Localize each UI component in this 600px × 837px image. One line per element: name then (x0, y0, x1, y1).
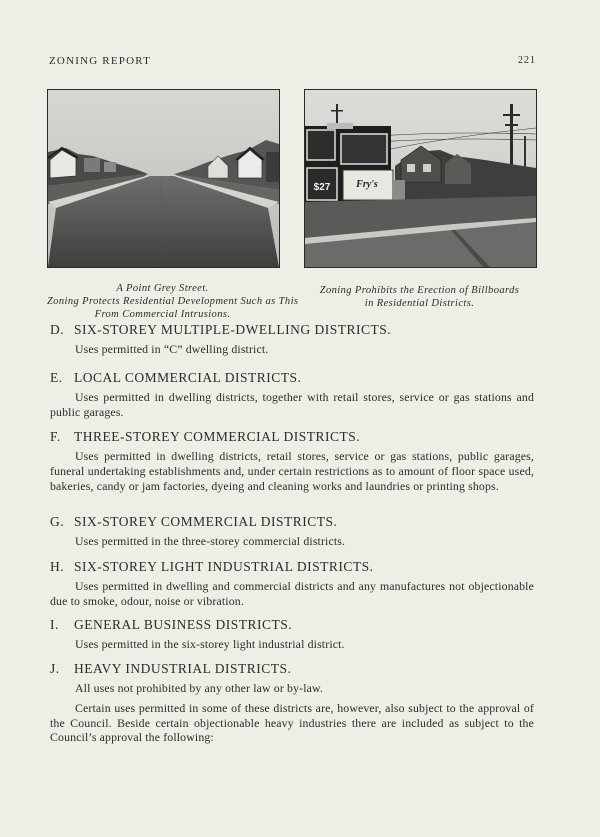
caption-line: in Residential Districts. (364, 298, 475, 309)
section-letter: I. (50, 617, 59, 632)
section-title: SIX-STOREY LIGHT INDUSTRIAL DISTRICTS. (74, 559, 374, 574)
section-letter: J. (50, 661, 60, 676)
caption-line: A Point Grey Street. (116, 283, 209, 294)
section-paragraph: Uses permitted in dwelling districts, together with retail stores, service or gas stations and public garages. (50, 390, 534, 419)
section-heading (50, 322, 534, 338)
photo-billboards (304, 89, 537, 268)
section-letter: G. (50, 514, 65, 529)
section-paragraph: Uses permitted in dwelling and commercial districts and any manufactures not objectionable due to smoke, odour, noise or vibration. (50, 579, 534, 608)
section-letter: F. (50, 429, 61, 444)
section-heading (50, 514, 534, 530)
section-title: GENERAL BUSINESS DISTRICTS. (74, 617, 293, 632)
caption-line: Zoning Protects Residential Development Such as This (47, 296, 299, 307)
section-i (50, 617, 534, 652)
section-title: LOCAL COMMERCIAL DISTRICTS. (74, 370, 302, 385)
section-title: HEAVY INDUSTRIAL DISTRICTS. (74, 661, 292, 676)
section-heading (50, 559, 534, 575)
section-heading (50, 429, 534, 445)
section-d (50, 322, 534, 357)
section-letter: D. (50, 322, 65, 337)
billboard-scene-image (305, 90, 536, 267)
figure-caption-right (304, 284, 535, 310)
billboard-brand-label: Fry's (356, 179, 378, 190)
street-scene-image (48, 90, 279, 267)
section-j (50, 661, 534, 745)
caption-line: Zoning Prohibits the Erection of Billboards (319, 285, 520, 296)
section-letter: H. (50, 559, 65, 574)
caption-line: From Commercial Intrusions. (94, 309, 231, 320)
section-title: SIX-STOREY MULTIPLE-DWELLING DISTRICTS. (74, 322, 392, 337)
billboard-price-label: $27 (313, 182, 331, 193)
section-title: SIX-STOREY COMMERCIAL DISTRICTS. (74, 514, 338, 529)
running-title: ZONING REPORT (49, 55, 152, 67)
section-paragraph: Uses permitted in the six-storey light industrial district. (75, 637, 345, 651)
section-paragraph: Uses permitted in “C” dwelling district. (75, 342, 269, 356)
section-letter: E. (50, 370, 63, 385)
section-f (50, 429, 534, 493)
section-heading (50, 617, 534, 633)
section-paragraph: Uses permitted in the three-storey commercial districts. (75, 534, 346, 548)
figure-caption-left (47, 282, 299, 321)
page-header (49, 55, 536, 67)
section-e (50, 370, 534, 420)
section-heading (50, 661, 534, 677)
section-paragraph: All uses not prohibited by any other law or by-law. (75, 681, 324, 695)
section-title: THREE-STOREY COMMERCIAL DISTRICTS. (74, 429, 361, 444)
page-number: 221 (518, 55, 536, 66)
section-paragraph: Uses permitted in dwelling districts, retail stores, service or gas stations, public garages, funeral undertaking establishments and, under certain restrictions as to amount of floor space used, bakeries, candy or jam factories, dyeing and cleaning works and laundries or printing shops. (50, 449, 534, 493)
section-paragraph: Certain uses permitted in some of these districts are, however, also subject to the approval of the Council. Beside certain objectionable heavy industries there are included as subject to the Council’s approval the following: (50, 700, 534, 745)
section-g (50, 514, 534, 549)
section-h (50, 559, 534, 609)
section-heading (50, 370, 534, 386)
photo-residential-street (47, 89, 280, 268)
